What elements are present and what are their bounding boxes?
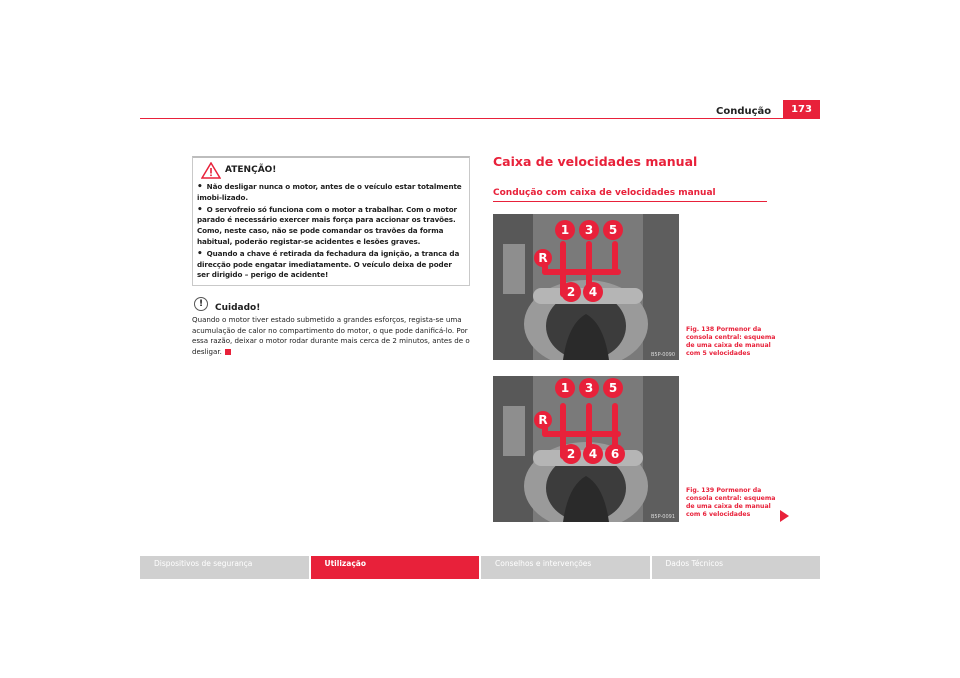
gear-label-6: 6 [610, 447, 620, 461]
gear-label-1: 1 [560, 223, 570, 237]
footer-nav [140, 556, 820, 579]
bullet-icon: • [197, 182, 203, 192]
gear-label-4: 4 [588, 285, 598, 299]
gear-label-R: R [538, 413, 548, 427]
gear-label-3: 3 [584, 223, 594, 237]
caution-title: Cuidado! [215, 303, 261, 313]
end-of-section-icon [225, 349, 231, 355]
gear-label-2: 2 [566, 447, 576, 461]
page-number-badge: 173 [783, 100, 820, 118]
warning-item: • O servofreio só funciona com o motor a trabalhar. Com o motor parado é necessário exercer mais força para accionar os travões. Como, neste caso, não se pode comandar os travões da forma habitual, poderão registar-se acidentes e lesões graves. [197, 204, 457, 246]
gear-label-4: 4 [588, 447, 598, 461]
gear-label-5: 5 [608, 223, 618, 237]
figure-code: B5P-0091 [650, 514, 675, 520]
gear-label-3: 3 [584, 381, 594, 395]
warning-title: ATENÇÃO! [225, 165, 277, 175]
warning-list [197, 182, 465, 282]
gearshift-photo-5-speed [493, 214, 679, 360]
warning-item: • Não desligar nunca o motor, antes de o veículo estar totalmente imobi-lizado. [197, 182, 462, 202]
gearshift-photo-6-speed [493, 376, 679, 522]
gear-label-R: R [538, 251, 548, 265]
caution-exclamation-icon: ! [194, 297, 208, 311]
page-header-title: Condução [716, 106, 772, 117]
footer-tab-dados[interactable]: Dados Técnicos [652, 556, 821, 579]
bullet-icon: • [197, 204, 203, 215]
subsection-title: Condução com caixa de velocidades manual [493, 188, 716, 198]
figure-5-speed-gearbox [493, 214, 679, 360]
figure-6-speed-gearbox [493, 376, 679, 522]
footer-tab-dispositivos[interactable]: Dispositivos de segurança [140, 556, 309, 579]
figure-code: B5P-0090 [650, 352, 675, 358]
gear-label-1: 1 [560, 381, 570, 395]
subsection-rule [493, 201, 767, 202]
bullet-icon: • [197, 248, 203, 259]
warning-item: • Quando a chave é retirada da fechadura da ignição, a tranca da direcção pode engatar imediatamente. O veículo deixa de poder ser dirigido – perigo de acidente! [197, 248, 460, 280]
gear-label-2: 2 [566, 285, 576, 299]
warning-box [192, 156, 470, 286]
footer-tab-conselhos[interactable]: Conselhos e intervenções [481, 556, 650, 579]
footer-tab-utilizacao[interactable]: Utilização [311, 556, 480, 579]
warning-triangle-icon [201, 162, 221, 179]
header-rule [140, 118, 820, 119]
next-page-arrow-icon[interactable] [780, 510, 789, 522]
caution-text: Quando o motor tiver estado submetido a grandes esforços, regista-se uma acumulação de calor no compartimento do motor, o que pode danificá-lo. Por essa razão, deixar o motor rodar durante mais cerca de 2 minutos, antes de o desligar. [192, 315, 470, 356]
figure-caption: Fig. 139 Pormenor da consola central: esquema de uma caixa de manual com 6 velocidades [686, 487, 776, 518]
section-title: Caixa de velocidades manual [493, 154, 698, 169]
gear-label-5: 5 [608, 381, 618, 395]
figure-caption: Fig. 138 Pormenor da consola central: esquema de uma caixa de manual com 5 velocidades [686, 326, 776, 357]
